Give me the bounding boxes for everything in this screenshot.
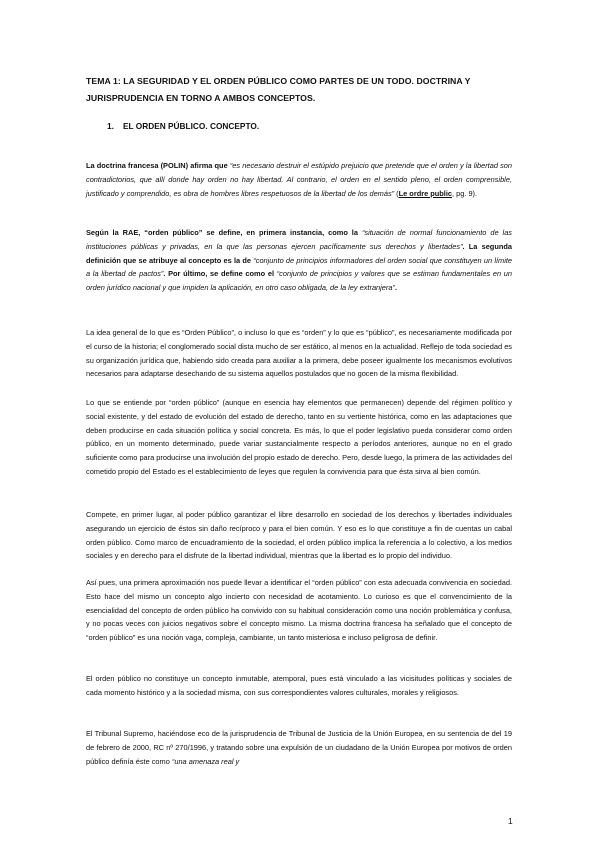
rae-quote-3: “conjunto de principios y valores que se estiman fundamentales en un orden jurídico nacional y que impiden la aplicación, en otro caso obligada, de la ley extranjera” [86, 269, 512, 293]
document-title: TEMA 1: LA SEGURIDAD Y EL ORDEN PÚBLICO COMO PARTES DE UN TODO. DOCTRINA Y JURISPRUDENCIA EN TORNO A AMBOS CONCEPTOS. [86, 76, 471, 103]
paragraph-supreme-court [86, 727, 512, 768]
paragraph-polin-quote [86, 159, 512, 200]
rae-quote-2: “conjunto de principios informadores del orden social que constituyen un límite a la libertad de pactos” [86, 255, 513, 279]
paragraph-rae-definition [86, 226, 512, 295]
paragraph-not-immutable: El orden público no constituye un concepto inmutable, atemporal, pues está vinculado a las vicisitudes políticas y sociales de cada momento histórico y a la sociedad misma, con sus correspondientes valores culturales, morales y religiosos. [86, 674, 512, 697]
reference-link[interactable]: Le ordre public [398, 188, 453, 198]
paragraph-text: . Por último, se define como el [163, 269, 277, 279]
paragraph-political-regime: Lo que se entiende por “orden público” (aunque en esencia hay elementos que permanecen) depende del régimen político y social existente, y del estado de evolución del estado de derecho, tanto en su vertiente histórica, como en las adaptaciones que deben producirse en cada situación política y social concreta. Es más, lo que el poder legislativo pueda considerar como orden público, en un momento determinado, puede variar sustancialmente respecto a períodos anteriores, aunque no en el grado suficiente como para producirse una involución del propio estado de derecho. Pero, desde luego, la primera de las actividades del cometido propio del Estado es el establecimiento de leyes que regulen la convivencia para que ésta sirva al bien común. [86, 398, 512, 476]
rae-quote-1: “situación de normal funcionamiento de las instituciones públicas y privadas, en la que las personas ejercen pacíficamente sus derechos y libertades” [86, 228, 512, 251]
paragraph-text: , pg. 9). [452, 188, 478, 198]
section-number: 1. [107, 121, 114, 131]
court-quote: “una amenaza real y [171, 756, 240, 766]
paragraph-text: El Tribunal Supremo, haciéndose eco de la jurisprudencia de Tribunal de Justicia de la Unión Europea, en su sentencia de del 19 de febrero de 2000, RC nº 270/1996, y tratando sobre una expulsión de un ciudadano de la Unión Europea por motivos de orden público definía éste como [86, 729, 512, 766]
section-heading [107, 121, 259, 131]
paragraph-general-idea: La idea general de lo que es “Orden Público”, o incluso lo que es “orden” y lo que es “público”, es necesariamente modificada por el curso de la historia; el conglomerado social dista mucho de ser estático, al menos en la actualidad. Reflejo de toda sociedad es su organización jurídica que, habiendo sido creada para auxiliar a la primera, debe poseer igualmente los mecanismos evolutivos necesarios para adaptarse desechando de su sistema aquellos postulados que no gocen de la misma flexibilidad. [86, 328, 512, 379]
section-title: EL ORDEN PÚBLICO. CONCEPTO. [123, 121, 260, 131]
paragraph-text: ( [394, 188, 399, 198]
paragraph-first-approach: Así pues, una primera aproximación nos puede llevar a identificar el “orden público” con esta adecuada convivencia en sociedad. Esto hace del mismo un concepto algo incierto con necesidad de acotamiento. Lo curioso es que el convencimiento de la esencialidad del concepto de orden público ha convivido con su habitual consideración como una noción problemática y confusa, y no pocas veces con juicios negativos sobre el concepto mismo. La misma doctrina francesa ha señalado que el concepto de “orden público” es una noción vaga, compleja, cambiante, un tanto misteriosa e incluso peligrosa de definir. [86, 578, 512, 643]
paragraph-text: . La segunda definición que se atribuye al concepto es la de [86, 241, 512, 265]
paragraph-text: . [394, 283, 398, 293]
paragraph-text: Según la RAE, “orden público” se define, en primera instancia, como la [86, 228, 362, 237]
paragraph-public-power: Compete, en primer lugar, al poder público garantizar el libre desarrollo en sociedad de los derechos y libertades individuales asegurando un ejercicio de éstos sin daño recíproco y para el bien común. Y eso es lo que constituye a fin de cuentas un cabal orden público. Como marco de encuadramiento de la sociedad, el orden público implica la referencia a lo colectivo, a los medios sociales y en derecho para el disfrute de la libertad individual, mientras que la libertad es lo propio del individuo. [86, 510, 512, 561]
polin-quote: “es necesario destruir el estúpido prejuicio que pretende que el orden y la libertad son contradictorios, que allí donde hay orden no hay libertad. Al contrario, el orden en el sentido pleno, el orden comprensible, justificado y comprendido, es obra de hombres libres respetuosos de la libertad de los demás” [86, 161, 512, 198]
page-number: 1 [508, 816, 513, 826]
paragraph-text: La doctrina francesa (POLIN) afirma que [86, 161, 230, 170]
